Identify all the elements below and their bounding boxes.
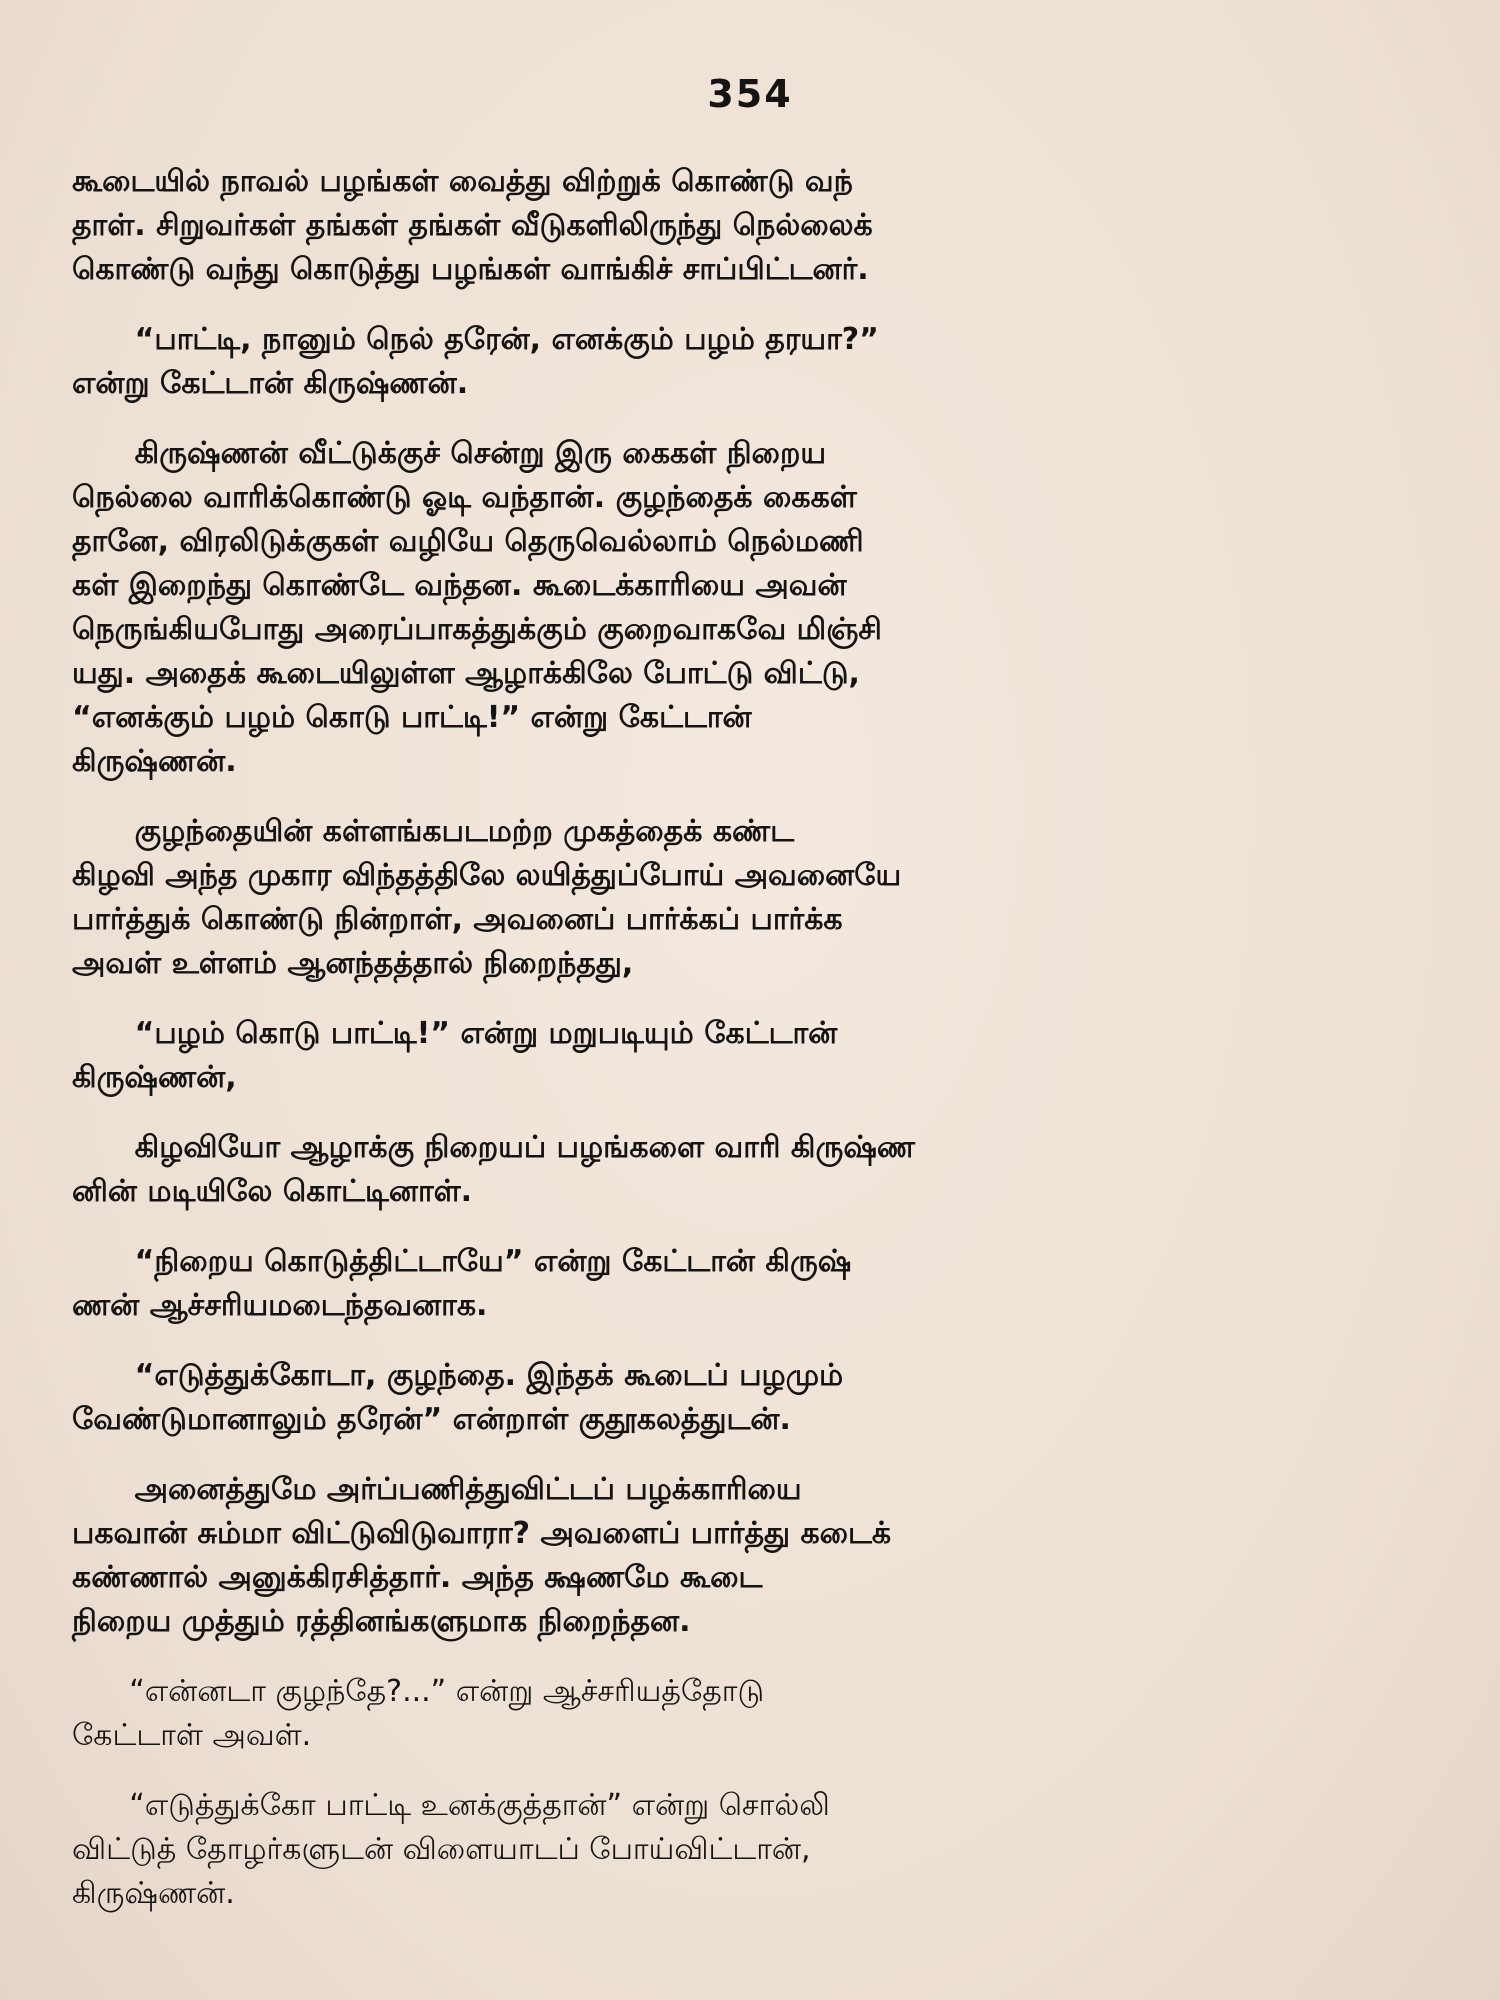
paragraph-2: “பாட்டி, நானும் நெல் தரேன், எனக்கும் பழம் தரயா?” என்று கேட்டான் கிருஷ்ணன். [72,322,879,401]
paragraph-5: “பழம் கொடு பாட்டி!” என்று மறுபடியும் கேட்டான் கிருஷ்ணன், [72,1016,838,1095]
page-number: 354 [707,72,793,116]
paragraph-10: “என்னடா குழந்தே?...” என்று ஆச்சரியத்தோடு கேட்டாள் அவள். [72,1674,765,1753]
page-body [72,160,1452,1942]
paragraph-8: “எடுத்துக்கோடா, குழந்தை. இந்தக் கூடைப் பழமும் வேண்டுமானாலும் தரேன்” என்றாள் குதூகலத்துடன். [72,1358,844,1437]
paragraph-4: குழந்தையின் கள்ளங்கபடமற்ற முகத்தைக் கண்ட கிழவி அந்த முகார விந்தத்திலே லயித்துப்போய் அவனையே பார்த்துக் கொண்டு நின்றாள், அவனைப் பார்க்கப் பார்க்க அவள் உள்ளம் ஆனந்தத்தால் நிறைந்தது, [72,814,902,981]
paragraph-3: கிருஷ்ணன் வீட்டுக்குச் சென்று இரு கைகள் நிறைய நெல்லை வாரிக்கொண்டு ஓடி வந்தான். குழந்தைக் கைகள் தானே, விரலிடுக்குகள் வழியே தெருவெல்லாம் நெல்மணி கள் இறைந்து கொண்டே வந்தன. கூடைக்காரியை அவன் நெருங்கியபோது அரைப்பாகத்துக்கும் குறைவாகவே மிஞ்சி யது. அதைக் கூடையிலுள்ள ஆழாக்கிலே போட்டு விட்டு, “எனக்கும் பழம் கொடு பாட்டி!” என்று கேட்டான் கிருஷ்ணன். [72,436,882,779]
paragraph-7: “நிறைய கொடுத்திட்டாயே” என்று கேட்டான் கிருஷ் ணன் ஆச்சரியமடைந்தவனாக. [72,1244,852,1323]
paragraph-9: அனைத்துமே அர்ப்பணித்துவிட்டப் பழக்காரியை பகவான் சும்மா விட்டுவிடுவாரா? அவளைப் பார்த்து கடைக் கண்ணால் அனுக்கிரசித்தார். அந்த க்ஷணமே கூடை நிறைய முத்தும் ரத்தினங்களுமாக நிறைந்தன. [72,1472,892,1639]
paragraph-1: கூடையில் நாவல் பழங்கள் வைத்து விற்றுக் கொண்டு வந் தாள். சிறுவர்கள் தங்கள் தங்கள் வீடுகளிலிருந்து நெல்லைக் கொண்டு வந்து கொடுத்து பழங்கள் வாங்கிச் சாப்பிட்டனர். [72,164,873,287]
paragraph-11: “எடுத்துக்கோ பாட்டி உனக்குத்தான்” என்று சொல்லி விட்டுத் தோழர்களுடன் விளையாடப் போய்விட்டான், கிருஷ்ணன். [72,1788,830,1911]
paragraph-6: கிழவியோ ஆழாக்கு நிறையப் பழங்களை வாரி கிருஷ்ண னின் மடியிலே கொட்டினாள். [72,1130,916,1209]
